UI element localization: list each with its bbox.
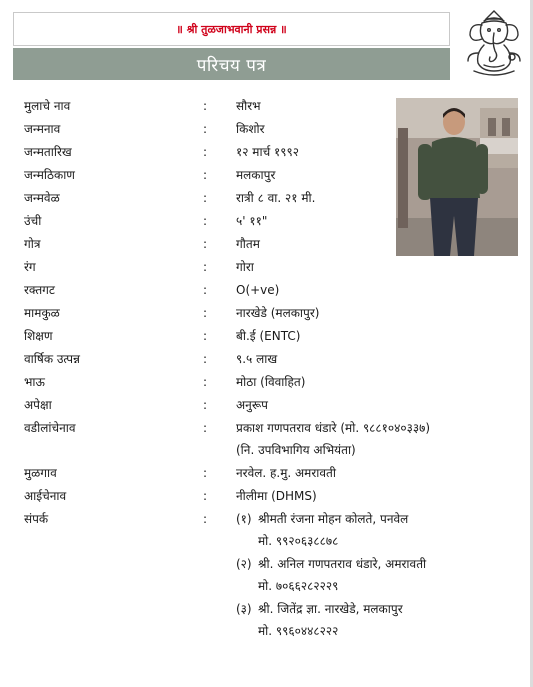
contact-phone: मो. ९९२०६३८८७८ bbox=[258, 534, 339, 548]
field-colon: : bbox=[203, 122, 208, 136]
field-label: जन्मनाव bbox=[24, 122, 61, 136]
field-value: नरवेल. ह.मु. अमरावती bbox=[236, 466, 336, 480]
field-colon: : bbox=[203, 283, 208, 297]
field-label: मुलाचे नाव bbox=[24, 99, 71, 113]
field-colon: : bbox=[203, 375, 208, 389]
field-label: भाऊ bbox=[24, 375, 45, 389]
field-label: आईचेनाव bbox=[24, 489, 67, 503]
blessing-text: ॥ श्री तुळजाभवानी प्रसन्न ॥ bbox=[176, 23, 287, 36]
contact-phone: मो. ७०६६२८२२२९ bbox=[258, 579, 339, 593]
field-colon: : bbox=[203, 398, 208, 412]
field-colon: : bbox=[203, 489, 208, 503]
field-colon: : bbox=[203, 168, 208, 182]
contact-name: श्री. जितेंद्र ज्ञा. नारखेडे, मलकापुर bbox=[258, 602, 403, 616]
field-value: सौरभ bbox=[236, 99, 261, 113]
field-label: रक्तगट bbox=[24, 283, 55, 297]
field-value: O(+ve) bbox=[236, 283, 280, 297]
field-value: ९.५ लाख bbox=[236, 352, 278, 366]
field-label: जन्मवेळ bbox=[24, 191, 60, 205]
contact-number: (३) bbox=[236, 602, 252, 616]
field-colon: : bbox=[203, 214, 208, 228]
field-label: रंग bbox=[24, 260, 36, 274]
field-colon: : bbox=[203, 306, 208, 320]
field-value: गोरा bbox=[236, 260, 254, 274]
contact-number: (२) bbox=[236, 557, 252, 571]
field-colon: : bbox=[203, 421, 208, 435]
contact-number: (१) bbox=[236, 512, 252, 526]
field-colon: : bbox=[203, 466, 208, 480]
field-colon: : bbox=[203, 237, 208, 251]
field-colon: : bbox=[203, 145, 208, 159]
field-value: नारखेडे (मलकापुर) bbox=[236, 306, 320, 320]
field-value: मलकापुर bbox=[236, 168, 276, 182]
field-value: १२ मार्च १९९२ bbox=[236, 145, 299, 159]
field-value-extra: (नि. उपविभागिय अभियंता) bbox=[236, 443, 356, 457]
field-label: मुळगाव bbox=[24, 466, 57, 480]
field-colon: : bbox=[203, 329, 208, 343]
page-title-text: परिचय पत्र bbox=[196, 55, 267, 76]
field-label: शिक्षण bbox=[24, 329, 53, 343]
field-value: गौतम bbox=[236, 237, 260, 251]
field-colon: : bbox=[203, 512, 208, 526]
field-value: रात्री ८ वा. २१ मी. bbox=[236, 191, 316, 205]
field-colon: : bbox=[203, 260, 208, 274]
field-label: वार्षिक उत्पन्न bbox=[24, 352, 80, 366]
field-label: मामकुळ bbox=[24, 306, 60, 320]
field-label: उंची bbox=[24, 214, 42, 228]
contact-name: श्रीमती रंजना मोहन कोलते, पनवेल bbox=[258, 512, 409, 526]
field-colon: : bbox=[203, 99, 208, 113]
field-value: अनुरूप bbox=[236, 398, 268, 412]
field-value: प्रकाश गणपतराव धंडारे (मो. ९८८१०४०३३७) bbox=[236, 421, 431, 435]
field-colon: : bbox=[203, 191, 208, 205]
contact-phone: मो. ९९६०४४८२२२ bbox=[258, 624, 339, 638]
field-label: वडीलांचेनाव bbox=[24, 421, 76, 435]
contact-name: श्री. अनिल गणपतराव धंडारे, अमरावती bbox=[258, 557, 427, 571]
field-colon: : bbox=[203, 352, 208, 366]
field-label: गोत्र bbox=[24, 237, 41, 251]
field-value: किशोर bbox=[236, 122, 265, 136]
field-label: संपर्क bbox=[24, 512, 49, 526]
field-value: ५' ११" bbox=[236, 214, 268, 228]
field-label: जन्मठिकाण bbox=[24, 168, 75, 182]
field-value: नीलीमा (DHMS) bbox=[236, 489, 317, 503]
field-label: जन्मतारिख bbox=[24, 145, 72, 159]
field-value: बी.ई (ENTC) bbox=[236, 329, 301, 343]
field-label: अपेक्षा bbox=[24, 398, 52, 412]
field-value: मोठा (विवाहित) bbox=[236, 375, 306, 389]
